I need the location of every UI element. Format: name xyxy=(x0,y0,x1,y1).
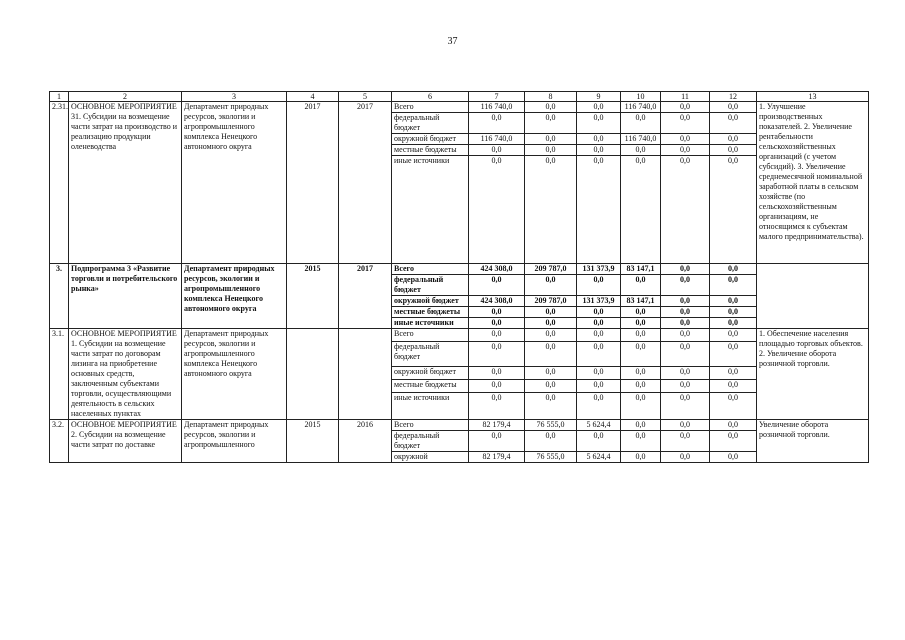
table-row xyxy=(50,420,869,431)
source-label: окружной xyxy=(392,452,469,463)
table-row xyxy=(50,329,869,342)
source-label: Всего xyxy=(392,102,469,113)
table-cell: 0,0 xyxy=(621,393,661,420)
table-cell: 0,0 xyxy=(577,156,621,264)
col-header: 5 xyxy=(339,92,392,102)
table-cell: 0,0 xyxy=(525,145,577,156)
table-cell: 0,0 xyxy=(661,366,710,379)
item-result: 1. Улучшение производственных показателей. 2. Увеличение рентабельности сельскохозяйственных организаций (с учетом субсидий). 3. Увеличение среднемесячной номинальной заработной платы в сельском хозяйстве (по сельскохозяйственным организациям, не относящимся к субъектам малого предпринимательства). xyxy=(757,102,869,264)
table-cell: 0,0 xyxy=(710,275,757,296)
table-cell: 0,0 xyxy=(469,275,525,296)
table-cell: 0,0 xyxy=(525,431,577,452)
col-header: 10 xyxy=(621,92,661,102)
table-cell: 209 787,0 xyxy=(525,264,577,275)
table-cell: 0,0 xyxy=(525,275,577,296)
table-cell: 0,0 xyxy=(661,156,710,264)
table-cell: 0,0 xyxy=(710,342,757,367)
table-cell: 5 624,4 xyxy=(577,452,621,463)
table-cell: 0,0 xyxy=(661,307,710,318)
table-cell: 116 740,0 xyxy=(621,102,661,113)
table-cell: 0,0 xyxy=(661,329,710,342)
col-header: 8 xyxy=(525,92,577,102)
table-cell: 0,0 xyxy=(621,379,661,392)
table-cell: 0,0 xyxy=(661,420,710,431)
item-result: 1. Обеспечение населения площадью торговых объектов. 2. Увеличение оборота розничной торговли. xyxy=(757,329,869,420)
source-label: иные источники xyxy=(392,393,469,420)
table-cell: 0,0 xyxy=(469,366,525,379)
col-header: 6 xyxy=(392,92,469,102)
item-executor: Департамент природных ресурсов, экологии и агропромышленного комплекса Ненецкого автономного округа xyxy=(182,102,287,264)
table-cell: 0,0 xyxy=(525,318,577,329)
table-cell: 0,0 xyxy=(469,145,525,156)
table-cell: 0,0 xyxy=(710,329,757,342)
source-label: иные источники xyxy=(392,318,469,329)
table-cell: 131 373,9 xyxy=(577,296,621,307)
source-label: окружной бюджет xyxy=(392,134,469,145)
table-cell: 0,0 xyxy=(710,113,757,134)
table-cell: 131 373,9 xyxy=(577,264,621,275)
table-cell: 0,0 xyxy=(577,366,621,379)
table-cell: 0,0 xyxy=(469,113,525,134)
table-cell: 82 179,4 xyxy=(469,420,525,431)
table-cell: 0,0 xyxy=(577,113,621,134)
table-cell: 0,0 xyxy=(525,113,577,134)
table-cell: 116 740,0 xyxy=(469,134,525,145)
table-cell: 0,0 xyxy=(525,366,577,379)
table-cell: 0,0 xyxy=(577,275,621,296)
table-cell: 0,0 xyxy=(525,134,577,145)
item-number: 2.31. xyxy=(50,102,69,264)
col-header: 13 xyxy=(757,92,869,102)
item-end-year: 2017 xyxy=(339,264,392,329)
table-row xyxy=(50,102,869,113)
source-label: Всего xyxy=(392,264,469,275)
item-result xyxy=(757,264,869,329)
table-cell: 424 308,0 xyxy=(469,264,525,275)
item-executor: Департамент природных ресурсов, экологии и агропромышленного комплекса Ненецкого автономного округа xyxy=(182,329,287,420)
table-cell: 0,0 xyxy=(661,318,710,329)
source-label: окружной бюджет xyxy=(392,366,469,379)
table-cell: 0,0 xyxy=(661,342,710,367)
table-cell: 83 147,1 xyxy=(621,264,661,275)
page-number: 37 xyxy=(447,36,458,47)
source-label: федеральный бюджет xyxy=(392,431,469,452)
table-cell: 0,0 xyxy=(577,134,621,145)
col-header: 9 xyxy=(577,92,621,102)
table-cell: 0,0 xyxy=(621,318,661,329)
table-cell: 116 740,0 xyxy=(469,102,525,113)
table-cell: 0,0 xyxy=(621,420,661,431)
table-cell: 0,0 xyxy=(621,113,661,134)
table-cell: 0,0 xyxy=(469,393,525,420)
table-cell: 0,0 xyxy=(577,102,621,113)
item-number: 3.1. xyxy=(50,329,69,420)
col-header: 3 xyxy=(182,92,287,102)
table-cell: 0,0 xyxy=(621,307,661,318)
table-cell: 116 740,0 xyxy=(621,134,661,145)
table-cell: 0,0 xyxy=(710,296,757,307)
table-cell: 0,0 xyxy=(710,431,757,452)
table-cell: 0,0 xyxy=(710,366,757,379)
col-header: 7 xyxy=(469,92,525,102)
table-cell: 0,0 xyxy=(577,379,621,392)
item-title: Подпрограмма 3 «Развитие торговли и потребительского рынка» xyxy=(69,264,182,329)
source-label: местные бюджеты xyxy=(392,145,469,156)
table-cell: 0,0 xyxy=(710,420,757,431)
table-cell: 0,0 xyxy=(710,264,757,275)
item-title: ОСНОВНОЕ МЕРОПРИЯТИЕ 2. Субсидии на возмещение части затрат по доставке xyxy=(69,420,182,463)
item-start-year: 2017 xyxy=(287,102,339,264)
table-cell: 0,0 xyxy=(621,342,661,367)
source-label: Всего xyxy=(392,420,469,431)
table-cell: 0,0 xyxy=(525,342,577,367)
table-cell: 0,0 xyxy=(710,102,757,113)
table-cell: 0,0 xyxy=(710,379,757,392)
source-label: иные источники xyxy=(392,156,469,264)
table-cell: 0,0 xyxy=(525,393,577,420)
table-cell: 0,0 xyxy=(661,379,710,392)
table-cell: 0,0 xyxy=(577,393,621,420)
table-cell: 0,0 xyxy=(621,145,661,156)
table-cell: 0,0 xyxy=(577,307,621,318)
table-cell: 0,0 xyxy=(525,307,577,318)
item-executor: Департамент природных ресурсов, экологии и агропромышленного xyxy=(182,420,287,463)
item-result: Увеличение оборота розничной торговли. xyxy=(757,420,869,463)
table-cell: 0,0 xyxy=(469,342,525,367)
table-cell: 0,0 xyxy=(469,431,525,452)
item-number: 3. xyxy=(50,264,69,329)
item-start-year xyxy=(287,329,339,420)
col-header: 1 xyxy=(50,92,69,102)
table-cell: 0,0 xyxy=(469,156,525,264)
source-label: местные бюджеты xyxy=(392,379,469,392)
table-cell: 0,0 xyxy=(621,329,661,342)
table-cell: 0,0 xyxy=(525,379,577,392)
item-title: ОСНОВНОЕ МЕРОПРИЯТИЕ 31. Субсидии на возмещение части затрат на производство и реализацию продукции оленеводства xyxy=(69,102,182,264)
table-cell: 0,0 xyxy=(577,342,621,367)
table-cell: 0,0 xyxy=(621,156,661,264)
table-cell: 0,0 xyxy=(469,318,525,329)
table-cell: 0,0 xyxy=(577,145,621,156)
table-cell: 0,0 xyxy=(710,452,757,463)
table-cell: 5 624,4 xyxy=(577,420,621,431)
table-cell: 0,0 xyxy=(525,102,577,113)
table-cell: 0,0 xyxy=(710,307,757,318)
table-cell: 0,0 xyxy=(621,452,661,463)
table-cell: 0,0 xyxy=(661,113,710,134)
table-cell: 0,0 xyxy=(661,134,710,145)
table-cell: 0,0 xyxy=(710,318,757,329)
table-cell: 0,0 xyxy=(577,431,621,452)
source-label: окружной бюджет xyxy=(392,296,469,307)
source-label: местные бюджеты xyxy=(392,307,469,318)
table-cell: 83 147,1 xyxy=(621,296,661,307)
table-cell: 0,0 xyxy=(525,156,577,264)
table-row xyxy=(50,264,869,275)
item-start-year: 2015 xyxy=(287,264,339,329)
table-cell: 0,0 xyxy=(621,366,661,379)
table-cell: 0,0 xyxy=(621,431,661,452)
item-end-year: 2017 xyxy=(339,102,392,264)
table-cell: 0,0 xyxy=(710,393,757,420)
item-number: 3.2. xyxy=(50,420,69,463)
table-cell: 0,0 xyxy=(661,145,710,156)
col-header: 4 xyxy=(287,92,339,102)
table-cell: 0,0 xyxy=(710,145,757,156)
table-cell: 0,0 xyxy=(621,275,661,296)
item-title: ОСНОВНОЕ МЕРОПРИЯТИЕ 1. Субсидии на возмещение части затрат по договорам лизинга на приобретение основных средств, заключенным субъектами торговли, осуществляющими деятельность в сельских населенных пунктах xyxy=(69,329,182,420)
item-end-year xyxy=(339,329,392,420)
table-cell: 0,0 xyxy=(710,134,757,145)
table-cell: 0,0 xyxy=(525,329,577,342)
col-header: 12 xyxy=(710,92,757,102)
table-cell: 0,0 xyxy=(661,431,710,452)
table-cell: 82 179,4 xyxy=(469,452,525,463)
table-cell: 76 555,0 xyxy=(525,420,577,431)
table-cell: 0,0 xyxy=(661,452,710,463)
col-header: 11 xyxy=(661,92,710,102)
table-cell: 0,0 xyxy=(469,329,525,342)
column-number-row xyxy=(50,92,869,102)
table-cell: 0,0 xyxy=(469,379,525,392)
table-cell: 0,0 xyxy=(469,307,525,318)
source-label: федеральный бюджет xyxy=(392,113,469,134)
table-cell: 0,0 xyxy=(577,318,621,329)
program-table xyxy=(49,91,869,463)
table-cell: 209 787,0 xyxy=(525,296,577,307)
source-label: федеральный бюджет xyxy=(392,275,469,296)
table-cell: 0,0 xyxy=(661,102,710,113)
item-end-year: 2016 xyxy=(339,420,392,463)
col-header: 2 xyxy=(69,92,182,102)
table-cell: 0,0 xyxy=(661,393,710,420)
item-executor: Департамент природных ресурсов, экологии и агропромышленного комплекса Ненецкого автономного округа xyxy=(182,264,287,329)
source-label: Всего xyxy=(392,329,469,342)
source-label: федеральный бюджет xyxy=(392,342,469,367)
table-cell: 76 555,0 xyxy=(525,452,577,463)
table-cell: 0,0 xyxy=(661,275,710,296)
table-cell: 424 308,0 xyxy=(469,296,525,307)
table-cell: 0,0 xyxy=(661,264,710,275)
table-cell: 0,0 xyxy=(710,156,757,264)
table-cell: 0,0 xyxy=(577,329,621,342)
table-cell: 0,0 xyxy=(661,296,710,307)
item-start-year: 2015 xyxy=(287,420,339,463)
